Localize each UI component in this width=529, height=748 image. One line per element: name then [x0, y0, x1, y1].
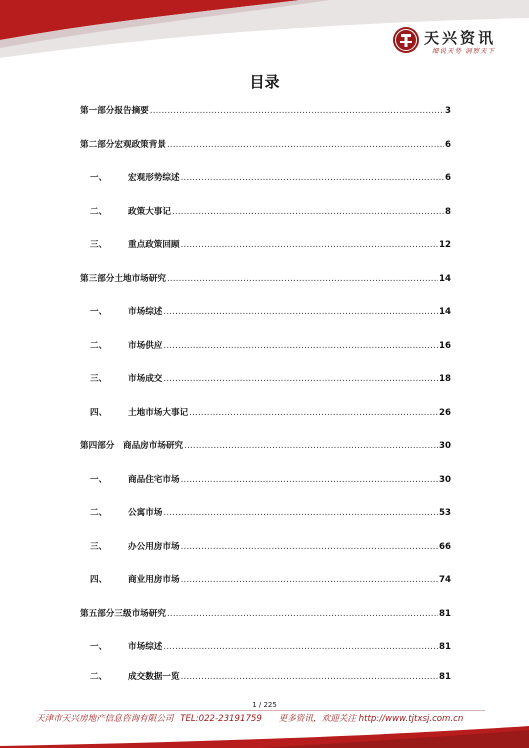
toc-entry[interactable]: [80, 607, 451, 621]
toc-entry-page: 81: [439, 672, 451, 682]
toc-entry-label: 市场成交: [128, 374, 163, 384]
toc-entry-label: 商品住宅市场: [128, 475, 180, 485]
toc-title: 目录: [249, 73, 280, 91]
toc-entry[interactable]: [80, 473, 451, 487]
toc-entry[interactable]: [80, 205, 451, 219]
toc-dot-leader: [163, 341, 438, 351]
footer-company: 天津市天兴房地产信息咨询有限公司: [36, 714, 174, 724]
toc-entry-page: 8: [445, 207, 451, 217]
toc-dot-leader: [163, 307, 438, 317]
toc-dot-leader: [181, 575, 438, 585]
toc-dot-leader: [167, 140, 444, 150]
toc-entry-number: 二、: [90, 207, 108, 217]
toc-entry-label: 第四部分 商品房市场研究: [80, 441, 184, 451]
toc-entry[interactable]: [80, 272, 451, 286]
footer-tel: TEL:022-23191759: [180, 714, 262, 724]
toc-entry-page: 30: [439, 475, 451, 485]
toc-entry[interactable]: [80, 670, 451, 684]
toc-dot-leader: [181, 475, 438, 485]
toc-entry-label: 第二部分宏观政策背景: [80, 140, 166, 150]
toc-entry-page: 16: [439, 341, 451, 351]
toc-entry-label: 第一部分报告摘要: [80, 106, 149, 116]
brand-logo: [392, 26, 522, 56]
toc-entry-number: 四、: [90, 575, 108, 585]
toc-entry-number: 一、: [90, 642, 108, 652]
toc-entry[interactable]: [80, 238, 451, 252]
toc-entry-label: 重点政策回顾: [128, 240, 180, 250]
toc-entry-number: 二、: [90, 508, 108, 518]
toc-entry-label: 成交数据一览: [128, 672, 180, 682]
toc-entry-label: 市场供应: [128, 341, 163, 351]
toc-entry[interactable]: [80, 406, 451, 420]
toc-entry-page: 6: [445, 140, 451, 150]
toc-entry[interactable]: [80, 305, 451, 319]
toc-entry-label: 第三部分土地市场研究: [80, 274, 166, 284]
toc-entry-number: 二、: [90, 672, 108, 682]
toc-entry-number: 一、: [90, 173, 108, 183]
logo-seal-icon: [392, 26, 420, 54]
toc-dot-leader: [181, 173, 444, 183]
toc-entry-page: 12: [439, 240, 451, 250]
toc-entry-page: 74: [439, 575, 451, 585]
toc-dot-leader: [181, 542, 438, 552]
toc-entry-number: 四、: [90, 408, 108, 418]
toc-entry-page: 14: [439, 274, 451, 284]
toc-entry-page: 81: [439, 609, 451, 619]
toc-entry[interactable]: [80, 138, 451, 152]
toc-dot-leader: [181, 672, 438, 682]
toc-entry-number: 二、: [90, 341, 108, 351]
toc-entry-page: 14: [439, 307, 451, 317]
toc-entry-page: 66: [439, 542, 451, 552]
toc-entry-page: 53: [439, 508, 451, 518]
toc-entry-label: 政策大事记: [128, 207, 171, 217]
toc-entry[interactable]: [80, 540, 451, 554]
toc-dot-leader: [181, 240, 438, 250]
toc-entry-page: 30: [439, 441, 451, 451]
toc-entry[interactable]: [80, 171, 451, 185]
logo-name: 天兴资讯: [424, 29, 497, 47]
toc-entry-number: 三、: [90, 374, 108, 384]
toc-entry-label: 商业用房市场: [128, 575, 180, 585]
logo-slogan: 细说天势 洞察天下: [432, 47, 496, 55]
toc-entry-label: 第五部分三级市场研究: [80, 609, 166, 619]
toc-dot-leader: [172, 207, 444, 217]
toc-entry-page: 3: [445, 106, 451, 116]
toc-entry-page: 81: [439, 642, 451, 652]
toc-dot-leader: [167, 609, 438, 619]
toc-entry-page: 6: [445, 173, 451, 183]
toc-entry-label: 市场综述: [128, 307, 163, 317]
toc-dot-leader: [163, 508, 438, 518]
toc-entry[interactable]: [80, 372, 451, 386]
toc-entry-page: 26: [439, 408, 451, 418]
toc-entry-number: 三、: [90, 542, 108, 552]
toc-entry-label: 公寓市场: [128, 508, 163, 518]
page-indicator: 1 / 225: [252, 701, 277, 709]
toc-dot-leader: [150, 106, 444, 116]
toc-dot-leader: [167, 274, 438, 284]
toc-entry-label: 市场综述: [128, 642, 163, 652]
toc-dot-leader: [163, 374, 438, 384]
footer-divider: [44, 710, 485, 711]
toc-entry[interactable]: [80, 339, 451, 353]
toc-dot-leader: [189, 408, 438, 418]
toc-dot-leader: [184, 441, 438, 451]
footer-more[interactable]: 更多资讯，欢迎关注 http://www.tjtxsj.com.cn: [278, 714, 464, 724]
toc-entry[interactable]: [80, 506, 451, 520]
toc-entry-number: 三、: [90, 240, 108, 250]
toc-entry-page: 18: [439, 374, 451, 384]
toc-entry[interactable]: [80, 640, 451, 654]
footer-decoration: [0, 722, 529, 748]
toc-entry-label: 宏观形势综述: [128, 173, 180, 183]
toc-entry-label: 土地市场大事记: [128, 408, 189, 418]
toc-entry[interactable]: [80, 573, 451, 587]
toc-entry-number: 一、: [90, 307, 108, 317]
toc-entry-label: 办公用房市场: [128, 542, 180, 552]
toc-dot-leader: [163, 642, 438, 652]
toc-entry[interactable]: [80, 439, 451, 453]
toc-entry[interactable]: [80, 104, 451, 118]
toc-entry-number: 一、: [90, 475, 108, 485]
